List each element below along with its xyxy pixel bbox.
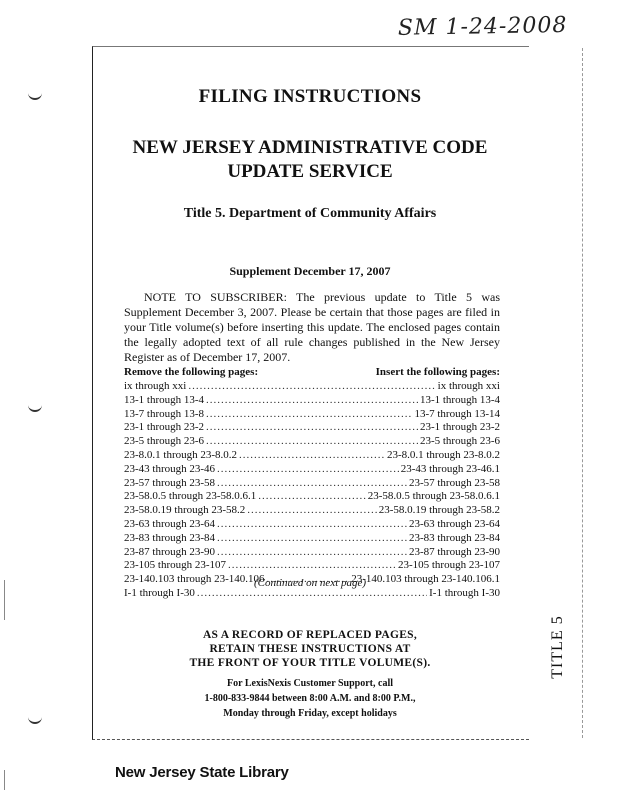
insert-pages: 23-63 through 23-64 — [408, 517, 500, 530]
remove-pages: 23-58.0.5 through 23-58.0.6.1 — [124, 490, 257, 503]
remove-pages: I-1 through I-30 — [124, 586, 195, 599]
list-row — [124, 449, 500, 463]
right-margin-line — [582, 48, 583, 738]
dot-leader — [247, 504, 376, 516]
list-row — [124, 587, 500, 601]
list-row — [124, 532, 500, 546]
remove-pages: 23-5 through 23-6 — [124, 435, 205, 448]
remove-pages: 13-7 through 13-8 — [124, 407, 205, 420]
library-stamp: New Jersey State Library — [115, 764, 289, 781]
dot-leader — [206, 421, 418, 433]
continued-note: (Continued on next page) — [253, 577, 367, 589]
code-title-line: NEW JERSEY ADMINISTRATIVE CODE — [132, 137, 488, 158]
title-side-label: TITLE 5 — [549, 615, 566, 679]
insert-pages: 23-87 through 23-90 — [408, 545, 500, 558]
note-to-subscriber: NOTE TO SUBSCRIBER: The previous update to Title 5 was Supplement December 3, 2007. Please be certain that those pages are filed in your Title volume(s) before inserting this update. The enclosed pages contain the legally adopted text of all rule changes published in the New Jersey Register as of December 17, 2007. — [124, 290, 500, 364]
record-instructions — [92, 628, 528, 670]
binder-hole-mark — [28, 88, 42, 100]
remove-pages: 23-83 through 23-84 — [124, 531, 216, 544]
insert-pages: 13-1 through 13-4 — [419, 393, 500, 406]
remove-pages: 23-63 through 23-64 — [124, 517, 216, 530]
list-row — [124, 380, 500, 394]
insert-pages: 23-58.0.19 through 23-58.2 — [378, 504, 500, 517]
remove-pages: 13-1 through 13-4 — [124, 393, 205, 406]
remove-pages: 23-140.103 through 23-140.106 — [124, 573, 265, 586]
remove-pages: 23-8.0.1 through 23-8.0.2 — [124, 448, 238, 461]
insert-pages: 23-58.0.5 through 23-58.0.6.1 — [367, 490, 500, 503]
binder-hole-mark — [28, 400, 42, 412]
record-line: AS A RECORD OF REPLACED PAGES, — [202, 629, 418, 641]
record-line: RETAIN THESE INSTRUCTIONS AT — [209, 643, 411, 655]
list-row — [124, 546, 500, 560]
remove-pages: 23-58.0.19 through 23-58.2 — [124, 504, 246, 517]
dot-leader — [258, 490, 365, 502]
insert-pages: 23-5 through 23-6 — [419, 435, 500, 448]
insert-pages: 23-140.103 through 23-140.106.1 — [351, 573, 500, 586]
page-replacement-list — [124, 366, 500, 601]
remove-column-header: Remove the following pages: — [124, 366, 259, 378]
list-row — [124, 518, 500, 532]
list-row — [124, 504, 500, 518]
dot-leader — [217, 546, 407, 558]
insert-pages: 23-83 through 23-84 — [408, 531, 500, 544]
dot-leader — [239, 449, 385, 461]
scan-mark — [4, 580, 5, 620]
list-row — [124, 490, 500, 504]
remove-pages: ix through xxi — [124, 380, 187, 392]
list-row — [124, 477, 500, 491]
binder-hole-mark — [28, 712, 42, 724]
dot-leader — [206, 435, 418, 447]
insert-pages: 23-43 through 23-46.1 — [400, 462, 500, 475]
insert-pages: 23-1 through 23-2 — [419, 421, 500, 434]
code-title-line: UPDATE SERVICE — [227, 161, 393, 182]
remove-pages: 23-57 through 23-58 — [124, 476, 216, 489]
insert-pages: I-1 through I-30 — [429, 586, 500, 599]
insert-pages: 23-57 through 23-58 — [408, 476, 500, 489]
customer-support-info — [92, 676, 528, 721]
list-rows — [124, 380, 500, 601]
dot-leader — [217, 463, 399, 475]
insert-column-header: Insert the following pages: — [375, 366, 500, 378]
insert-pages: ix through xxi — [437, 380, 500, 392]
list-row — [124, 435, 500, 449]
scan-mark — [4, 770, 5, 790]
remove-pages: 23-105 through 23-107 — [124, 559, 227, 572]
code-title — [92, 136, 528, 184]
insert-pages: 23-105 through 23-107 — [397, 559, 500, 572]
dot-leader — [217, 532, 407, 544]
list-row — [124, 463, 500, 477]
handwritten-date-note: SM 1-24-2008 — [397, 12, 568, 41]
support-line: For LexisNexis Customer Support, call — [226, 678, 393, 689]
list-row — [124, 394, 500, 408]
remove-pages: 23-1 through 23-2 — [124, 421, 205, 434]
insert-pages: 23-8.0.1 through 23-8.0.2 — [386, 448, 500, 461]
dot-leader — [217, 477, 407, 489]
list-row — [124, 559, 500, 573]
dot-leader — [206, 408, 412, 420]
remove-pages: 23-87 through 23-90 — [124, 545, 216, 558]
dot-leader — [228, 559, 396, 571]
remove-pages: 23-43 through 23-46 — [124, 462, 216, 475]
record-line: THE FRONT OF YOUR TITLE VOLUME(S). — [189, 657, 431, 669]
filing-instructions-heading: FILING INSTRUCTIONS — [198, 86, 422, 107]
support-line: 1-800-833-9844 between 8:00 A.M. and 8:00 P.M., — [204, 693, 416, 704]
title-name: Title 5. Department of Community Affairs — [183, 206, 437, 221]
supplement-date: Supplement December 17, 2007 — [229, 264, 391, 278]
insert-pages: 13-7 through 13-14 — [414, 407, 500, 420]
dot-leader — [206, 394, 418, 406]
support-line: Monday through Friday, except holidays — [223, 708, 397, 719]
list-row — [124, 421, 500, 435]
list-row — [124, 408, 500, 422]
list-header — [124, 366, 500, 380]
dot-leader — [188, 380, 435, 392]
dot-leader — [217, 518, 407, 530]
